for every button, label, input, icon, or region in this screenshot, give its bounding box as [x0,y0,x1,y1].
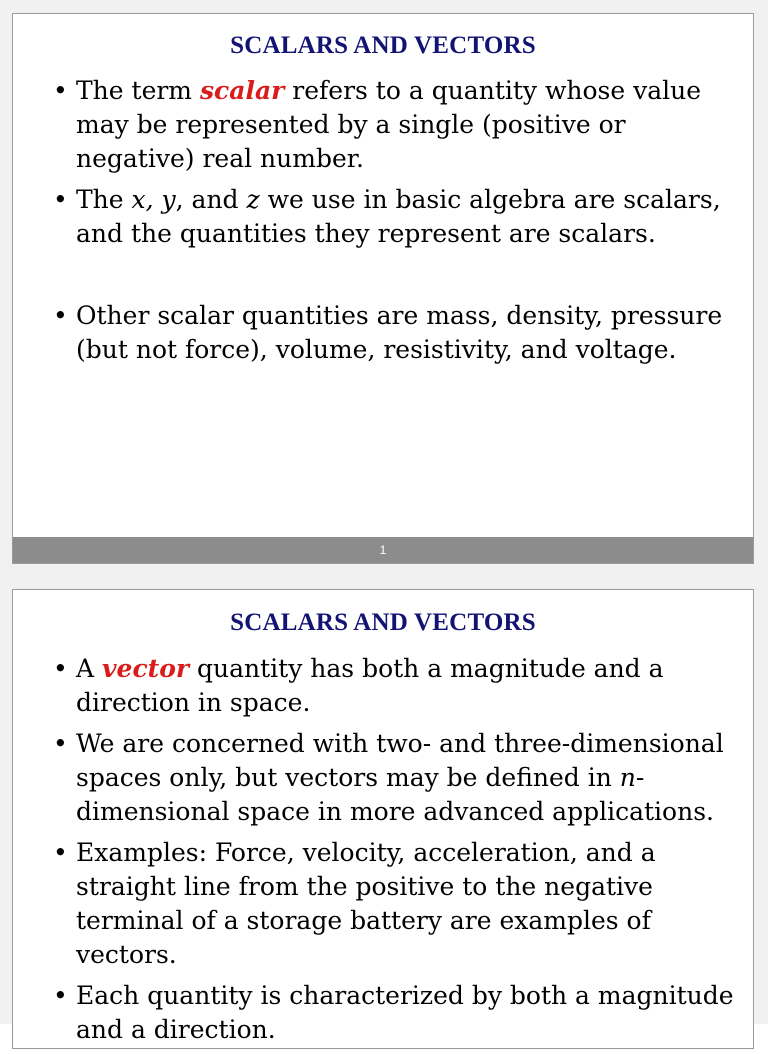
bullet-text: we use in basic algebra are scalars, and the quantities they represent are scalars. [76,185,721,248]
variable-text: z [246,185,260,214]
bullet-text: , and [175,185,247,214]
keyword-highlight: vector [102,654,190,683]
bullet-marker: • [53,981,68,1010]
bullet-marker: • [53,838,68,867]
bullet-item [53,979,743,1047]
keyword-highlight: scalar [199,76,285,105]
slide-title: SCALARS AND VECTORS [230,32,536,59]
bullet-list [53,652,743,1054]
bullet-text: quantity has both a magnitude and a direction in space. [76,654,664,717]
bullet-text: We are concerned with two- and three-dimensional spaces only, but vectors may be defined in [76,729,724,792]
slide-2 [12,589,754,1049]
page-number-bar [13,537,753,563]
bullet-list [53,74,743,374]
bullet-text: refers to a quantity whose value may be represented by a single (positive or negative) real number. [76,76,702,173]
bullet-text: Other scalar quantities are mass, density, pressure (but not force), volume, resistivity, and voltage. [76,301,723,364]
bullet-marker: • [53,654,68,683]
slide-1 [12,13,754,564]
bullet-item [53,836,743,972]
bullet-item [53,183,743,251]
bullet-marker: • [53,76,68,105]
bullet-item [53,299,743,367]
bullet-item [53,727,743,829]
bullet-item [53,652,743,720]
variable-text: x, y [131,185,176,214]
bullet-marker: • [53,185,68,214]
bullet-marker: • [53,729,68,758]
bullet-text: -dimensional space in more advanced applications. [76,763,714,826]
page-number: 1 [379,543,387,557]
bullet-text: Examples: Force, velocity, acceleration, and a straight line from the positive to the negative terminal of a storage battery are examples of vectors. [76,838,656,969]
bullet-item [53,74,743,176]
bullet-text: A [76,654,103,683]
bullet-text: The term [76,76,200,105]
bullet-text: The [76,185,132,214]
variable-text: n [619,763,636,792]
slide-title: SCALARS AND VECTORS [230,609,536,636]
bullet-text: Each quantity is characterized by both a magnitude and a direction. [76,981,734,1044]
bullet-marker: • [53,301,68,330]
